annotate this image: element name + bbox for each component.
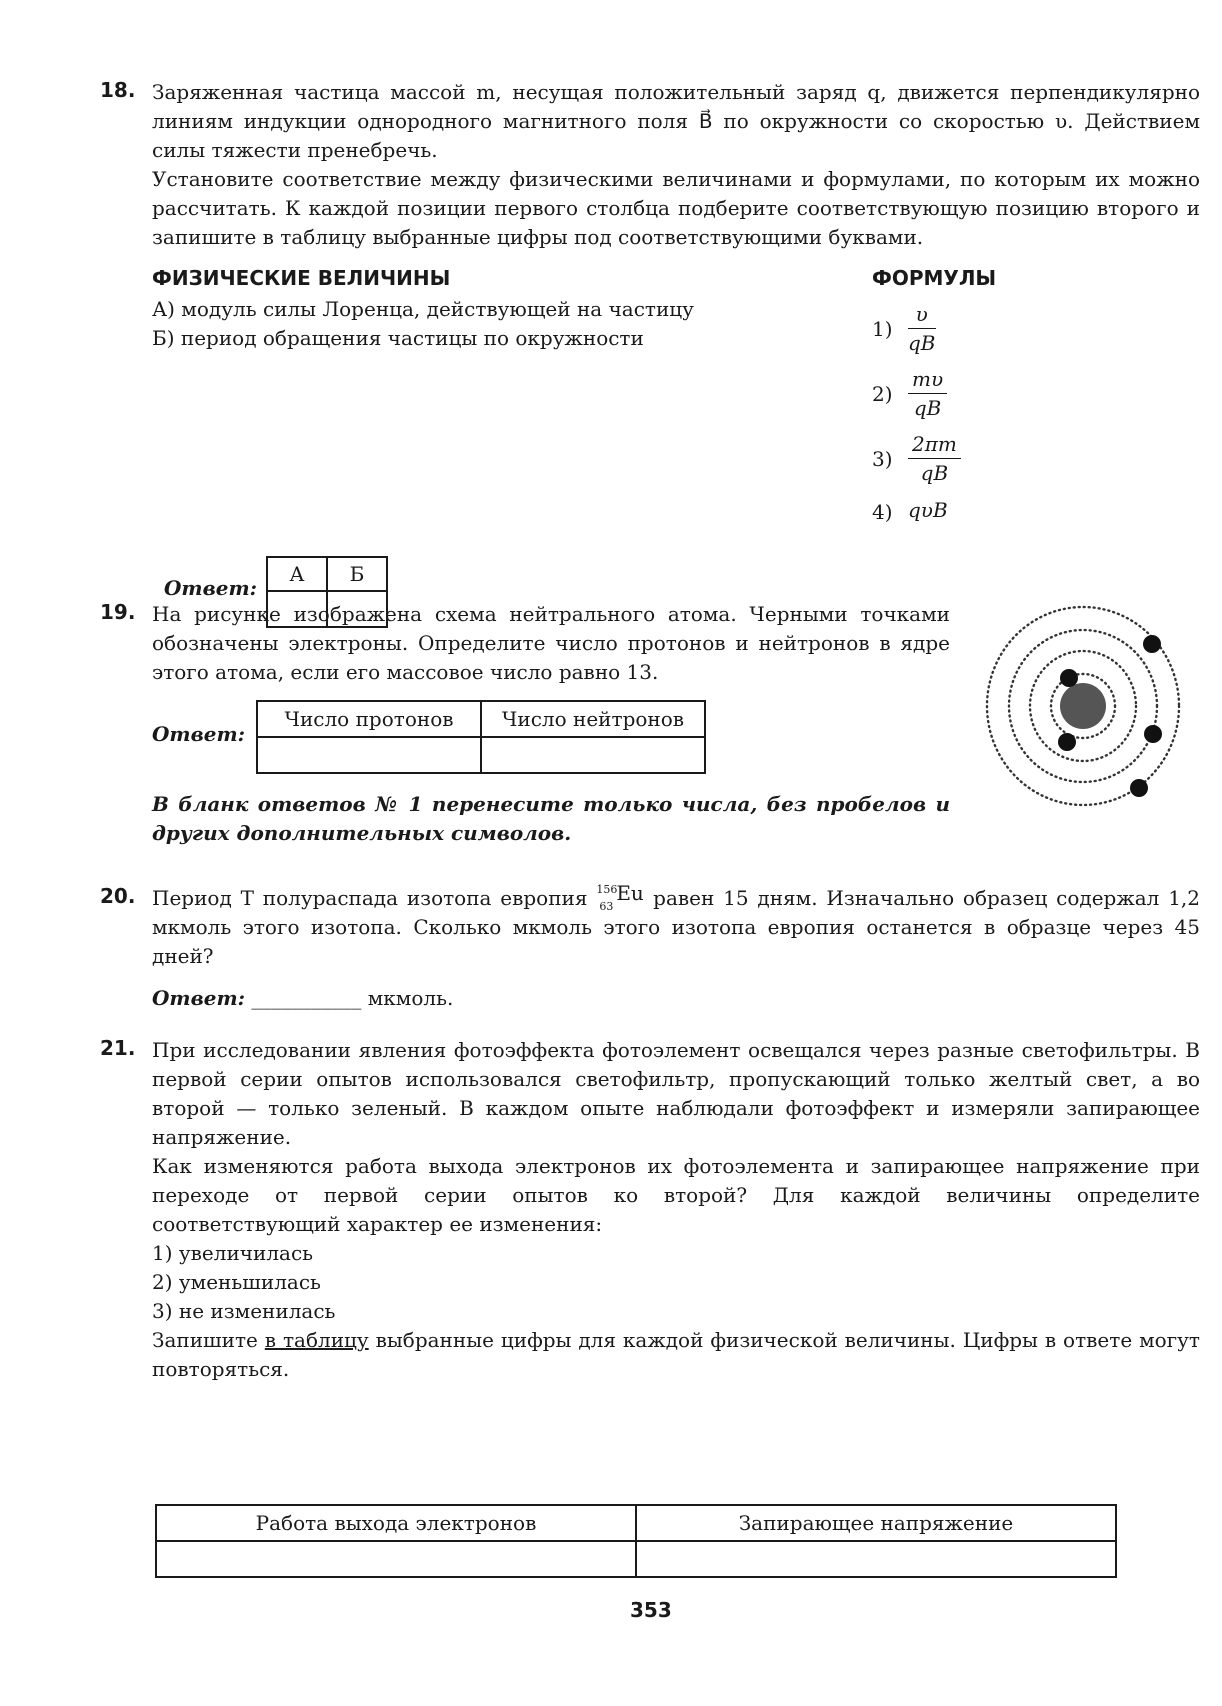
answer-cell-stopping-voltage[interactable]	[636, 1541, 1116, 1577]
transfer-note: В бланк ответов № 1 перенесите только числа, без пробелов и других дополнительных символов.	[152, 792, 950, 845]
answer-cell-neutrons[interactable]	[481, 737, 705, 773]
electron	[1143, 635, 1161, 653]
task-number: 21.	[100, 1036, 136, 1060]
answer-table-21	[155, 1504, 1117, 1578]
isotope: 156 63 Eu	[596, 881, 644, 913]
answer-line: Ответ: ___________ мкмоль.	[152, 986, 454, 1010]
option-1: 1) увеличилась	[152, 1241, 314, 1265]
formula-4: 4) qυB	[872, 498, 948, 524]
task-instructions: Запишите в таблицу выбранные цифры для каждой физической величины. Цифры в ответе могут повторяться.	[152, 1328, 1200, 1381]
answer-col-b: Б	[327, 557, 387, 591]
task-number: 18.	[100, 78, 136, 102]
task-number: 19.	[100, 600, 136, 624]
nucleus	[1060, 683, 1106, 729]
formula-3: 3) $\frac{2\pi m}{qB}$	[872, 430, 961, 487]
answer-label: Ответ:	[152, 722, 245, 746]
task-20	[100, 881, 1201, 1024]
answer-col-neutrons: Число нейтронов	[481, 701, 705, 737]
atom-diagram	[970, 594, 1190, 824]
option-3: 3) не изменилась	[152, 1299, 336, 1323]
page-number: 353	[630, 1598, 672, 1622]
option-2: 2) уменьшилась	[152, 1270, 321, 1294]
answer-blank[interactable]: ___________	[251, 986, 362, 1010]
quantity-a: А) модуль силы Лоренца, действующей на частицу	[152, 297, 694, 321]
formulas-header: ФОРМУЛЫ	[872, 266, 997, 290]
task-text: Заряженная частица массой m, несущая положительный заряд q, движется перпендикулярно линиям индукции однородного магнитного поля B⃗ по окружности со скоростью υ. Действием силы тяжести пренебречь.	[152, 80, 1200, 162]
answer-col-a: А	[267, 557, 327, 591]
task-question: Как изменяются работа выхода электронов их фотоэлемента и запирающее напряжение при переходе от первой серии опытов ко второй? Для каждой величины определите соответствующий характер ее изменения:	[152, 1154, 1200, 1236]
task-text: Период T полураспада изотопа европия 156 63 Eu равен 15 дням. Изначально образец содержал 1,2 мкмоль этого изотопа. Сколько мкмоль этого изотопа европия останется в образце через 45 дней?	[152, 881, 1201, 968]
task-instructions: Установите соответствие между физическими величинами и формулами, по которым их можно рассчитать. К каждой позиции первого столбца подберите соответствующую позицию второго и запишите в таблицу выбранные цифры под соответствующими буквами.	[152, 167, 1200, 249]
electron	[1144, 725, 1162, 743]
quantities-header: ФИЗИЧЕСКИЕ ВЕЛИЧИНЫ	[152, 266, 451, 290]
electron	[1060, 669, 1078, 687]
answer-col-work-function: Работа выхода электронов	[156, 1505, 636, 1541]
answer-table-19	[256, 700, 706, 774]
task-21	[100, 1036, 1200, 1596]
task-number: 20.	[100, 884, 136, 908]
answer-col-protons: Число протонов	[257, 701, 481, 737]
task-text: На рисунке изображена схема нейтрального атома. Черными точками обозначены электроны. Определите число протонов и нейтронов в ядре этого атома, если его массовое число равно 13.	[152, 602, 950, 684]
formula-2: 2) $\frac{m\upsilon}{qB}$	[872, 365, 947, 422]
task-text: При исследовании явления фотоэффекта фотоэлемент освещался через разные светофильтры. В первой серии опытов использовался светофильтр, пропускающий только желтый свет, а во второй — только зеленый. В каждом опыте наблюдали фотоэффект и измеряли запирающее напряжение.	[152, 1038, 1200, 1149]
answer-cell-work-function[interactable]	[156, 1541, 636, 1577]
quantity-b: Б) период обращения частицы по окружности	[152, 326, 644, 350]
task-19	[100, 600, 1200, 860]
formula-1: 1) $\frac{\upsilon}{qB}$	[872, 302, 936, 355]
answer-label: Ответ:	[164, 576, 257, 600]
electron	[1058, 733, 1076, 751]
electron	[1130, 779, 1148, 797]
answer-cell-protons[interactable]	[257, 737, 481, 773]
answer-col-stopping-voltage: Запирающее напряжение	[636, 1505, 1116, 1541]
task-18	[100, 78, 1200, 628]
